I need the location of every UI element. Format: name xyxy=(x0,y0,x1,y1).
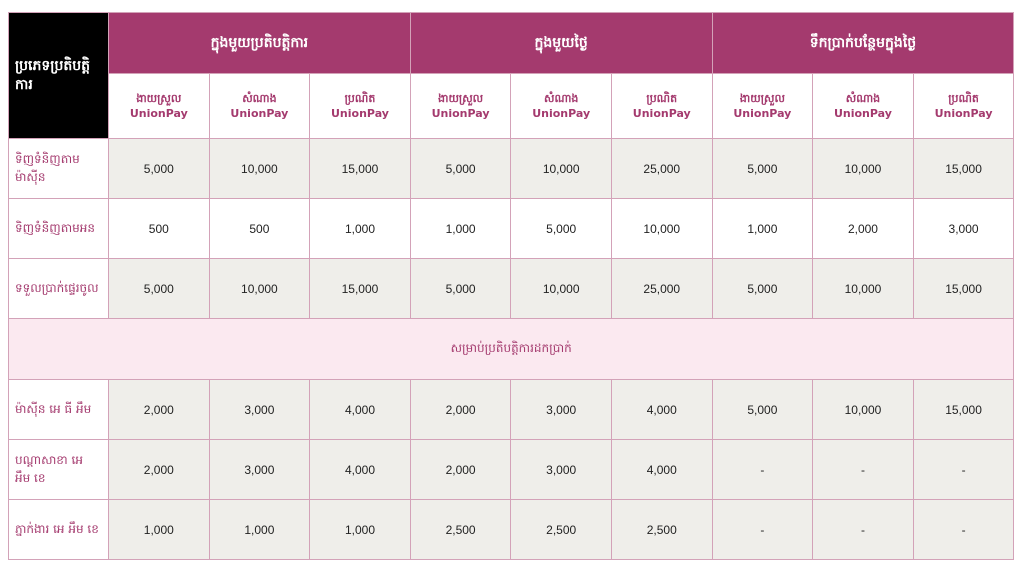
transaction-type-header: ប្រភេទប្រតិបត្តិការ xyxy=(9,13,109,139)
table-cell: - xyxy=(913,440,1014,500)
table-cell: 4,000 xyxy=(611,380,712,440)
card-type-header: ប្រណិត UnionPay xyxy=(310,74,411,139)
table-cell: 15,000 xyxy=(913,259,1014,319)
table-cell: 2,000 xyxy=(109,440,210,500)
card-type-header: សំណាង UnionPay xyxy=(209,74,310,139)
row-label: ម៉ាស៊ីន អេ ធី អឹម xyxy=(9,380,109,440)
table-cell: 10,000 xyxy=(611,199,712,259)
card-type-header: ងាយស្រួល UnionPay xyxy=(712,74,813,139)
table-cell: 5,000 xyxy=(712,380,813,440)
table-cell: 10,000 xyxy=(813,259,914,319)
table-cell: 4,000 xyxy=(310,380,411,440)
section-row xyxy=(9,319,1014,380)
table-cell: 1,000 xyxy=(109,500,210,560)
table-row xyxy=(9,199,1014,259)
limits-table-wrapper xyxy=(8,12,1014,560)
table-row xyxy=(9,139,1014,199)
group-header-additional-daily: ទឹកប្រាក់បន្ថែមក្នុងថ្ងៃ xyxy=(712,13,1014,74)
table-cell: - xyxy=(913,500,1014,560)
card-type-header: ប្រណិត UnionPay xyxy=(913,74,1014,139)
table-cell: 4,000 xyxy=(310,440,411,500)
table-cell: 25,000 xyxy=(611,139,712,199)
table-cell: 1,000 xyxy=(209,500,310,560)
table-cell: - xyxy=(813,440,914,500)
transaction-limits-table xyxy=(8,12,1014,560)
table-cell: 4,000 xyxy=(611,440,712,500)
table-cell: 5,000 xyxy=(410,259,511,319)
table-cell: 1,000 xyxy=(310,199,411,259)
table-cell: 5,000 xyxy=(712,139,813,199)
table-cell: 15,000 xyxy=(913,139,1014,199)
table-cell: 2,500 xyxy=(611,500,712,560)
row-label: ទទួលប្រាក់ផ្ទេរចូល xyxy=(9,259,109,319)
row-label: ទិញទំនិញតាមអន xyxy=(9,199,109,259)
table-cell: 10,000 xyxy=(511,259,612,319)
table-cell: 2,000 xyxy=(109,380,210,440)
table-cell: 5,000 xyxy=(109,139,210,199)
card-type-header: ងាយស្រួល UnionPay xyxy=(410,74,511,139)
group-header-per-day: ក្នុងមួយថ្ងៃ xyxy=(410,13,712,74)
table-cell: 10,000 xyxy=(813,380,914,440)
table-row xyxy=(9,380,1014,440)
table-cell: 5,000 xyxy=(109,259,210,319)
table-row xyxy=(9,259,1014,319)
row-label: ភ្នាក់ងារ អេ អឹម ខេ xyxy=(9,500,109,560)
card-type-header: ងាយស្រួល UnionPay xyxy=(109,74,210,139)
row-label: ទិញទំនិញតាមម៉ាស៊ីន xyxy=(9,139,109,199)
table-cell: 2,000 xyxy=(410,440,511,500)
table-cell: 15,000 xyxy=(310,259,411,319)
card-type-header: សំណាង UnionPay xyxy=(511,74,612,139)
table-cell: 15,000 xyxy=(913,380,1014,440)
table-cell: - xyxy=(813,500,914,560)
table-cell: 2,500 xyxy=(410,500,511,560)
table-cell: 500 xyxy=(209,199,310,259)
table-cell: 3,000 xyxy=(511,440,612,500)
table-cell: - xyxy=(712,500,813,560)
table-cell: 3,000 xyxy=(209,380,310,440)
table-cell: 2,500 xyxy=(511,500,612,560)
table-row xyxy=(9,440,1014,500)
table-cell: 1,000 xyxy=(410,199,511,259)
table-cell: 2,000 xyxy=(410,380,511,440)
table-cell: 1,000 xyxy=(712,199,813,259)
table-cell: 5,000 xyxy=(511,199,612,259)
table-cell: 5,000 xyxy=(410,139,511,199)
table-cell: - xyxy=(712,440,813,500)
table-cell: 15,000 xyxy=(310,139,411,199)
card-type-header: ប្រណិត UnionPay xyxy=(611,74,712,139)
table-cell: 3,000 xyxy=(913,199,1014,259)
table-cell: 5,000 xyxy=(712,259,813,319)
table-row xyxy=(9,500,1014,560)
table-cell: 10,000 xyxy=(511,139,612,199)
table-cell: 10,000 xyxy=(209,139,310,199)
row-label: បណ្តាសាខា អេ អឹម ខេ xyxy=(9,440,109,500)
table-cell: 3,000 xyxy=(511,380,612,440)
table-cell: 25,000 xyxy=(611,259,712,319)
table-cell: 10,000 xyxy=(209,259,310,319)
card-type-header: សំណាង UnionPay xyxy=(813,74,914,139)
table-cell: 500 xyxy=(109,199,210,259)
group-header-per-transaction: ក្នុងមួយប្រតិបត្តិការ xyxy=(109,13,411,74)
table-cell: 1,000 xyxy=(310,500,411,560)
table-cell: 3,000 xyxy=(209,440,310,500)
table-cell: 2,000 xyxy=(813,199,914,259)
table-cell: 10,000 xyxy=(813,139,914,199)
withdrawal-section-label: សម្រាប់ប្រតិបត្តិការដកប្រាក់ xyxy=(9,319,1014,380)
